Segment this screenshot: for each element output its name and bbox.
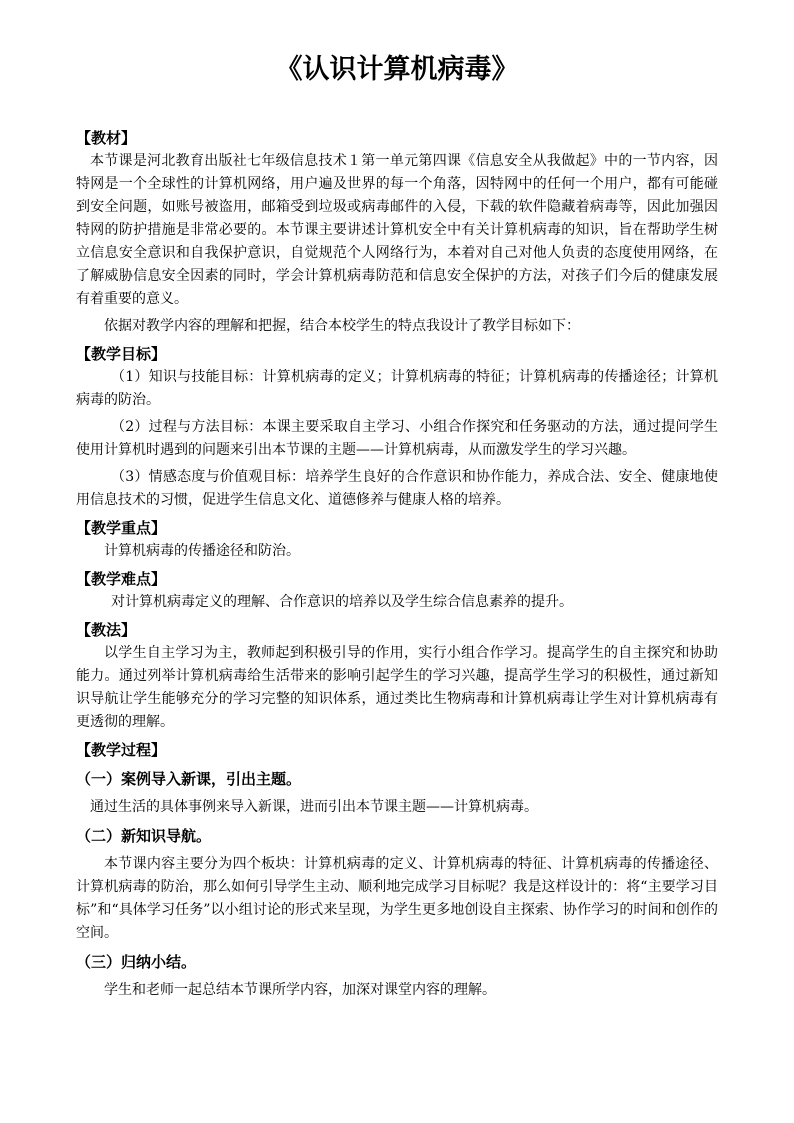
textbook-paragraph: 本节课是河北教育出版社七年级信息技术１第一单元第四课《信息安全从我做起》中的一节内容，因特网是一个全球性的计算机网络，用户遍及世界的每一个角落，因特网中的任何一个用户，都有可能碰到安全问题，如账号被盗用，邮箱受到垃圾或病毒邮件的入侵，下载的软件隐藏着病毒等，因此加强因特网的防护措施是非常必要的。本节课主要讲述计算机安全中有关计算机病毒的知识，旨在帮助学生树立信息安全意识和自我保护意识，自觉规范个人网络行为，本着对自己对他人负责的态度使用网络，在了解威胁信息安全因素的同时，学会计算机病毒防范和信息安全保护的方法，对孩子们今后的健康发展有着重要的意义。	[76, 153, 718, 307]
goal-item-process: （2）过程与方法目标：本课主要采取自主学习、小组合作探究和任务驱动的方法，通过提问学生使用计算机时遇到的问题来引出本节课的主题——计算机病毒，从而激发学生的学习兴趣。	[76, 419, 718, 458]
page-title: 《认识计算机病毒》	[275, 54, 519, 85]
section-difficulty	[76, 567, 718, 614]
section-heading-method: 【教法】	[76, 621, 137, 639]
key-points-text: 计算机病毒的传播途径和防治。	[104, 543, 300, 559]
difficulty-text: 对计算机病毒定义的理解、合作意识的培养以及学生综合信息素养的提升。	[111, 594, 573, 610]
process-step1-text: 通过生活的具体事例来导入新课，进而引出本节课主题——计算机病毒。	[90, 799, 538, 815]
section-heading-key: 【教学重点】	[76, 519, 167, 537]
process-step3-text: 学生和老师一起总结本节课所学内容，加深对课堂内容的理解。	[104, 982, 496, 998]
section-process	[76, 738, 718, 1002]
section-heading-goals: 【教学目标】	[76, 345, 167, 363]
document-page	[76, 52, 718, 1006]
section-goals	[76, 342, 718, 512]
textbook-transition-paragraph: 依据对教学内容的理解和把握，结合本校学生的特点我设计了教学目标如下：	[104, 318, 580, 334]
section-heading-textbook: 【教材】	[76, 129, 137, 147]
section-key-points	[76, 516, 718, 563]
process-step2-text: 本节课内容主要分为四个板块：计算机病毒的定义、计算机病毒的特征、计算机病毒的传播途径、计算机病毒的防治，那么如何引导学生主动、顺利地完成学习目标呢？我是这样设计的：将“主要学习目标”和“具体学习任务”以小组讨论的形式来呈现，为学生更多地创设自主探索、协作学习的时间和创作的空间。	[76, 856, 718, 941]
process-step2-title: （二）新知识导航。	[76, 827, 212, 845]
goal-item-knowledge: （1）知识与技能目标：计算机病毒的定义；计算机病毒的特征；计算机病毒的传播途径；计算机病毒的防治。	[76, 369, 718, 408]
goal-item-attitude: （3）情感态度与价值观目标：培养学生良好的合作意识和协作能力，养成合法、安全、健康地使用信息技术的习惯，促进学生信息文化、道德修养与健康人格的培养。	[76, 469, 718, 508]
section-method	[76, 618, 718, 734]
process-step3-title: （三）归纳小结。	[76, 953, 197, 971]
process-step1-title: （一）案例导入新课，引出主题。	[76, 770, 302, 788]
section-heading-difficulty: 【教学难点】	[76, 570, 167, 588]
method-text: 以学生自主学习为主，教师起到积极引导的作用，实行小组合作学习。提高学生的自主探究和协助能力。通过列举计算机病毒给生活带来的影响引起学生的学习兴趣，提高学生学习的积极性，通过新知识导航让学生能够充分的学习完整的知识体系，通过类比生物病毒和计算机病毒让学生对计算机病毒有更透彻的理解。	[76, 645, 718, 730]
section-textbook	[76, 126, 718, 338]
section-heading-process: 【教学过程】	[76, 741, 167, 759]
